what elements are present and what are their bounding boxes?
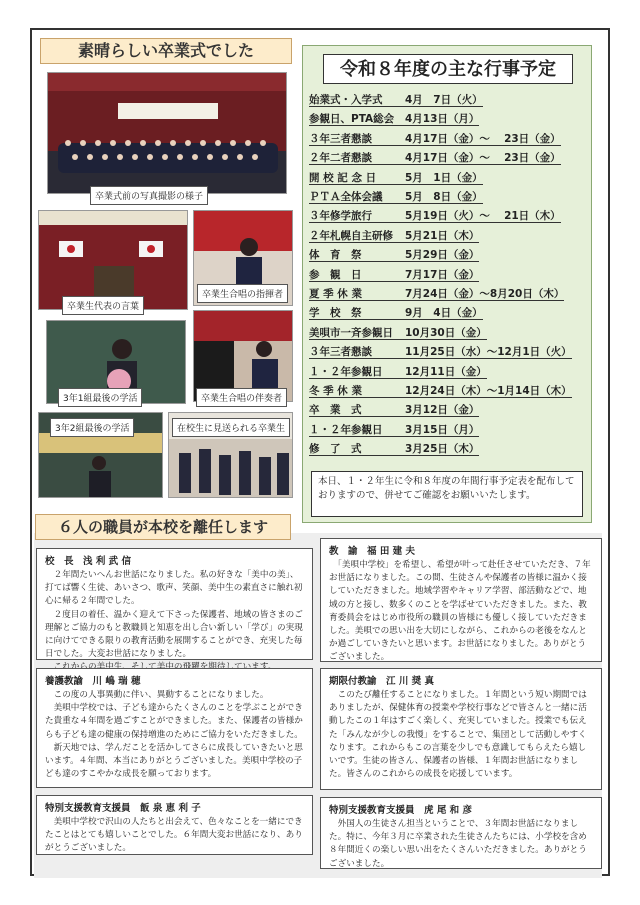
schedule-event-name: 体 育 祭 bbox=[309, 249, 362, 262]
schedule-item bbox=[309, 364, 487, 382]
schedule-event-name: １・２年参観日 bbox=[309, 365, 383, 378]
schedule-event-name: ３年修学旅行 bbox=[309, 210, 372, 223]
schedule-event-date: 5月21日（木） bbox=[405, 229, 480, 242]
choir-pianist-caption: 卒業生合唱の伴奏者 bbox=[196, 388, 287, 407]
schedule-event-date: 12月11日（金） bbox=[405, 365, 487, 378]
schedule-event-name: 修 了 式 bbox=[309, 443, 362, 456]
staff-card-nurse bbox=[36, 668, 313, 788]
schedule-item bbox=[309, 441, 479, 459]
schedule-item bbox=[309, 92, 483, 110]
representative-speech-caption: 卒業生代表の言葉 bbox=[62, 296, 144, 315]
staff-card-support-2 bbox=[320, 797, 602, 869]
schedule-event-name: 卒 業 式 bbox=[309, 404, 362, 417]
schedule-event-name: 始業式・入学式 bbox=[309, 94, 383, 106]
schedule-title: 令和８年度の主な行事予定 bbox=[323, 54, 573, 84]
schedule-event-name: 夏 季 休 業 bbox=[309, 288, 362, 300]
schedule-item bbox=[309, 267, 479, 285]
schedule-event-date: 5月19日（火）～ 21日（木） bbox=[405, 210, 561, 223]
schedule-item bbox=[309, 131, 561, 149]
schedule-event-name: 美唄市一斉参観日 bbox=[309, 326, 393, 339]
staff-message: 外国人の生徒さん担当ということで、３年間お世話になりました。特に、今年３月に卒業された生徒さんたちには、小学校を含め８年間近くの楽しい思い出をたくさんいただきました。ありがとうございました。 bbox=[329, 819, 587, 869]
schedule-event-name: ＰＴＡ全体会議 bbox=[309, 191, 383, 203]
staff-card-principal bbox=[36, 548, 313, 660]
schedule-event-name: １・２年参観日 bbox=[309, 423, 383, 436]
schedule-event-date: 3月12日（金） bbox=[405, 404, 480, 417]
schedule-event-date: 11月25日（水）～12月1日（火） bbox=[405, 346, 572, 359]
schedule-event-name: ２年二者懇談 bbox=[309, 152, 372, 165]
schedule-event-date: 7月24日（金）～8月20日（木） bbox=[405, 288, 565, 300]
schedule-event-date: 5月 1日（金） bbox=[405, 171, 483, 184]
staff-heading: 特別支援教育支援員 虎 尾 和 彦 bbox=[329, 805, 472, 816]
staff-card-term-teacher bbox=[320, 668, 602, 790]
schedule-item bbox=[309, 344, 572, 362]
schedule-panel bbox=[302, 45, 592, 523]
staff-heading: 校 長 浅 利 武 信 bbox=[45, 556, 131, 567]
schedule-event-name: 参観日、PTA総会 bbox=[309, 113, 395, 126]
staff-message: このたび離任することになりました。１年間という短い期間ではありましたが、保健体育の授業や学校行事などで皆さんと一緒に活動したこの１年はすごく楽しく、充実していました。授業でも伝えた「みんなが少しの我慢」をすることで、集団として活動しやすくなります。これからもこの言葉を少しでも意識してもらえたら嬉しいです。生徒の皆さん、保護者の皆様、１年間お世話になりました。皆さんのこれからの成長を応援しています。 bbox=[329, 690, 587, 780]
schedule-event-date: 10月30日（金） bbox=[405, 326, 487, 339]
sendoff-caption: 在校生に見送られる卒業生 bbox=[172, 418, 290, 437]
choir-conductor-caption: 卒業生合唱の指揮者 bbox=[197, 284, 288, 303]
staff-message: ２年間たいへんお世話になりました。私の好きな「美中の美」、打てば響く生徒、あいさつ、歌声、笑顔、美中生の素直さに触れ初心に帰る２年間でした。 ２度目の着任、温かく迎えて下さった保護者、地域の皆さまのご理解とご協力のもと教職員と知恵を出し合い新しい「学び」の実現に向けてできる限りの教育活動を展開することができ、充実した毎日でした。大変お世話になりました。 bbox=[45, 570, 303, 660]
graduation-section-title: 素晴らしい卒業式でした bbox=[40, 38, 292, 64]
schedule-event-date: 4月17日（金）～ 23日（金） bbox=[405, 132, 561, 145]
schedule-item bbox=[309, 286, 564, 304]
schedule-event-date: 4月17日（金）～ 23日（金） bbox=[405, 152, 561, 165]
staff-section-title: ６人の職員が本校を離任します bbox=[35, 514, 291, 540]
schedule-event-date: 7月17日（金） bbox=[405, 268, 480, 281]
schedule-item bbox=[309, 305, 483, 323]
schedule-item bbox=[309, 247, 479, 265]
representative-speech-photo bbox=[38, 210, 188, 310]
schedule-item bbox=[309, 150, 561, 168]
graduation-group-photo bbox=[47, 72, 287, 194]
schedule-event-name: ３年三者懇談 bbox=[309, 346, 372, 359]
staff-message: この度の人事異動に伴い、異動することになりました。 美唄中学校では、子ども達からたくさんのことを学ぶことができた貴重な４年間を過ごすことができました。また、保護者の皆様からも子ども達の健康の保持増進のためにご協力をいただきました。 新天地では、学んだことを活かしてさらに成長していきたいと思います。４年間、本当にありがとうございました。美唄中学校の子ども達のすこやかな成長を願っております。 bbox=[45, 690, 303, 780]
staff-message: 「美唄中学校」を希望し、希望が叶って赴任させていただき、７年お世話になりました。この間、生徒さんや保護者の皆様に温かく接していただきました。地域学習やキャリア学習、部活動などで、地域の方と接し、数多くのことを学ばせていただきました。また、教育委員会をはじめ市役所の職員の皆様にも優しく接していただきました。美唄での思い出を大切にしながら、これからの老後をなんとか過ごしていきたいと思います。お世話になりました。ありがとうございました。 bbox=[329, 560, 591, 663]
schedule-item bbox=[309, 208, 561, 226]
schedule-item bbox=[309, 325, 487, 343]
schedule-event-date: 9月 4日（金） bbox=[405, 307, 483, 320]
group-photo-illustration bbox=[48, 73, 287, 194]
schedule-item bbox=[309, 422, 479, 440]
staff-heading: 教 諭 福 田 建 夫 bbox=[329, 546, 415, 557]
schedule-event-date: 4月13日（月） bbox=[405, 113, 480, 126]
schedule-item bbox=[309, 189, 483, 207]
schedule-event-name: ３年三者懇談 bbox=[309, 132, 372, 145]
schedule-event-name: ２年札幌自主研修 bbox=[309, 229, 393, 242]
schedule-notice: 本日、１・２年生に令和８年度の年間行事予定表を配布しておりますので、併せてご確認をお願いいたします。 bbox=[311, 471, 583, 517]
schedule-item bbox=[309, 402, 479, 420]
staff-message: 美唄中学校で沢山の人たちと出会えて、色々なことを一緒にできたことはとても嬉しいことでした。６年間大変お世話になり、ありがとうございました。 bbox=[45, 817, 303, 854]
schedule-item bbox=[309, 111, 479, 129]
schedule-item bbox=[309, 383, 572, 401]
staff-heading: 特別支援教育支援員 飯 泉 恵 利 子 bbox=[45, 803, 201, 814]
group-photo-caption: 卒業式前の写真撮影の様子 bbox=[90, 186, 208, 205]
schedule-event-date: 12月24日（木）～1月14日（木） bbox=[405, 385, 572, 397]
schedule-event-date: 5月29日（金） bbox=[405, 249, 480, 262]
schedule-event-name: 参 観 日 bbox=[309, 268, 362, 281]
staff-card-support-1 bbox=[36, 795, 313, 855]
schedule-event-date: 5月 8日（金） bbox=[405, 191, 483, 203]
schedule-event-name: 学 校 祭 bbox=[309, 307, 362, 320]
staff-heading: 養護教諭 川 嶋 瑞 穂 bbox=[45, 676, 141, 687]
class1-final-homeroom-caption: 3年1組最後の学活 bbox=[58, 388, 142, 407]
schedule-event-date: 3月25日（木） bbox=[405, 443, 480, 456]
staff-heading: 期限付教諭 江 川 奨 真 bbox=[329, 676, 434, 687]
schedule-event-date: 3月15日（月） bbox=[405, 423, 480, 436]
staff-card-teacher bbox=[320, 538, 602, 662]
schedule-event-name: 開 校 記 念 日 bbox=[309, 171, 377, 184]
schedule-event-date: 4月 7日（火） bbox=[405, 94, 483, 106]
schedule-event-name: 冬 季 休 業 bbox=[309, 385, 362, 397]
schedule-item bbox=[309, 170, 483, 188]
schedule-item bbox=[309, 228, 479, 246]
class2-final-homeroom-caption: 3年2組最後の学活 bbox=[50, 418, 134, 437]
